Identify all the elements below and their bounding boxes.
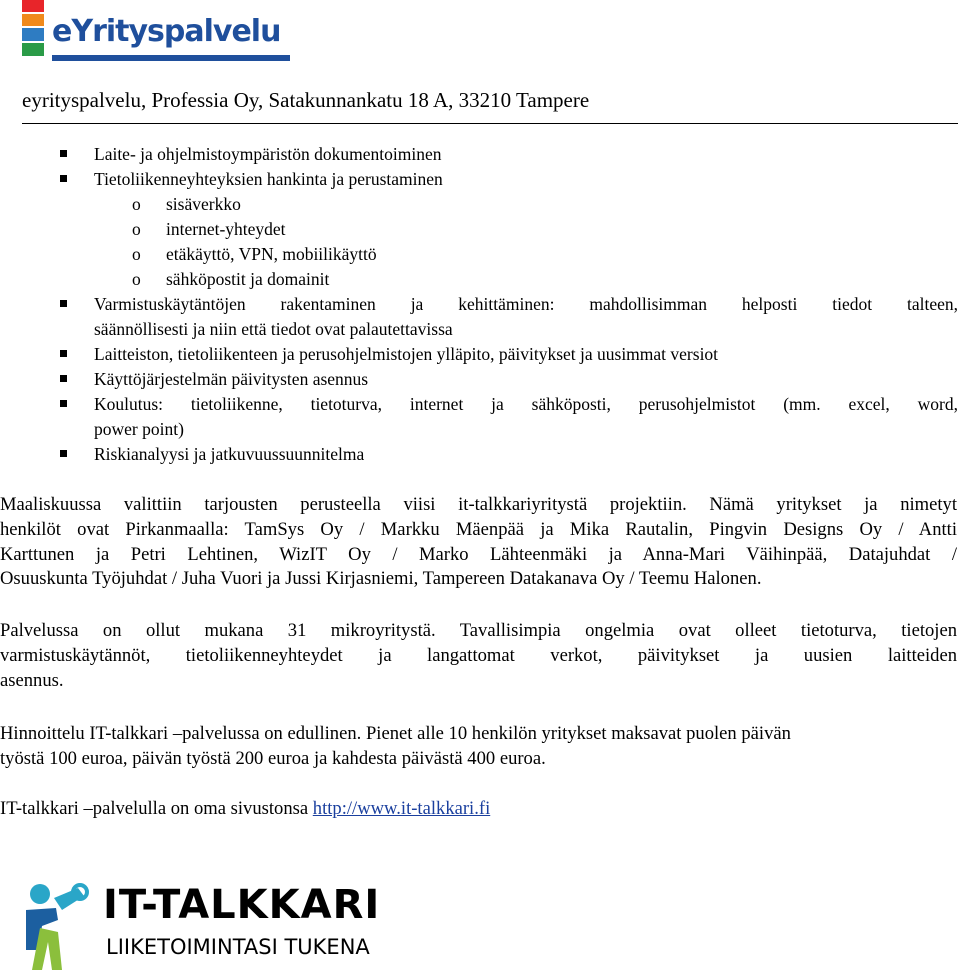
list-item-text: Käyttöjärjestelmän päivitysten asennus <box>94 369 369 389</box>
it-talkkari-slogan: LIIKETOIMINTASI TUKENA <box>106 935 370 959</box>
it-talkkari-logo <box>18 880 418 975</box>
list-item-text: Laitteiston, tietoliikenteen ja perusohjelmistojen ylläpito, päivitykset ja uusimmat versiot <box>94 344 719 364</box>
logo-bar-orange <box>22 14 44 26</box>
paragraph-line: Karttunen ja Petri Lehtinen, WizIT Oy / Marko Lähteenmäki ja Anna-Mari Väihinpää, Datajuhdat / <box>0 543 957 565</box>
list-item <box>94 367 958 392</box>
sub-list-item-text: etäkäyttö, VPN, mobiilikäyttö <box>166 244 377 264</box>
square-bullet-icon <box>60 175 67 182</box>
logo-bar-red <box>22 0 44 12</box>
company-address: eyrityspalvelu, Professia Oy, Satakunnankatu 18 A, 33210 Tampere <box>22 88 590 112</box>
sub-list-item <box>132 267 330 292</box>
paragraph-problems <box>0 619 957 693</box>
list-item <box>94 167 958 192</box>
paragraph-line: työstä 100 euroa, päivän työstä 200 euroa ja kahdesta päivästä 400 euroa. <box>0 747 546 769</box>
square-bullet-icon <box>60 450 67 457</box>
paragraph-website <box>0 797 957 822</box>
list-item-text: Tietoliikenneyhteyksien hankinta ja perustaminen <box>94 169 443 189</box>
it-talkkari-title: IT-TALKKARI <box>103 882 381 928</box>
paragraph-line: Osuuskunta Työjuhdat / Juha Vuori ja Jussi Kirjasniemi, Tampereen Datakanava Oy / Teemu Halonen. <box>0 568 762 590</box>
sub-list-item-text: sähköpostit ja domainit <box>166 269 330 289</box>
sub-list-item <box>132 242 377 267</box>
paragraph-line: Hinnoittelu IT-talkkari –palvelussa on edullinen. Pienet alle 10 henkilön yritykset maksavat puolen päivän <box>0 723 791 744</box>
logo-underline <box>52 55 290 61</box>
circle-bullet-icon: o <box>132 194 141 214</box>
list-item-text: Koulutus: tietoliikenne, tietoturva, internet ja sähköposti, perusohjelmistot (mm. excel, word, <box>94 394 958 414</box>
list-item-text: Varmistuskäytäntöjen rakentaminen ja kehittäminen: mahdollisimman helposti tiedot talteen, <box>94 294 958 314</box>
paragraph-line <box>0 797 957 822</box>
paragraph-line: asennus. <box>0 669 64 691</box>
list-item-text-continued: säännöllisesti ja niin että tiedot ovat palautettavissa <box>94 318 453 339</box>
list-item-text-continued: power point) <box>94 418 184 439</box>
paragraph-pricing <box>0 722 957 772</box>
paragraph-line: henkilöt ovat Pirkanmaalla: TamSys Oy / Markku Mäenpää ja Mika Rautalin, Pingvin Designs Oy / Antti <box>0 518 957 540</box>
square-bullet-icon <box>60 400 67 407</box>
paragraph-line: varmistuskäytännöt, tietoliikenneyhteydet ja langattomat verkot, päivitykset ja uusien laitteiden <box>0 644 957 666</box>
figure-with-wrench-icon <box>18 880 98 975</box>
sub-list-item <box>132 192 241 217</box>
square-bullet-icon <box>60 300 67 307</box>
list-item <box>94 392 958 441</box>
paragraph-companies <box>0 493 957 592</box>
circle-bullet-icon: o <box>132 219 141 239</box>
list-item-text: Riskianalyysi ja jatkuvuussuunnitelma <box>94 444 365 464</box>
paragraph-line: Palvelussa on ollut mukana 31 mikroyritystä. Tavallisimpia ongelmia ovat olleet tietoturva, tietojen <box>0 620 957 641</box>
paragraph-line: Maaliskuussa valittiin tarjousten perusteella viisi it-talkkariyritystä projektiin. Nämä yritykset ja nimetyt <box>0 494 957 515</box>
logo-text: eYrityspalvelu <box>52 14 281 49</box>
list-item <box>94 142 958 167</box>
header-divider <box>22 123 958 124</box>
list-item-text: Laite- ja ohjelmistoympäristön dokumentoiminen <box>94 144 442 164</box>
list-item <box>94 342 958 367</box>
circle-bullet-icon: o <box>132 244 141 264</box>
square-bullet-icon <box>60 150 67 157</box>
square-bullet-icon <box>60 375 67 382</box>
website-link[interactable]: http://www.it-talkkari.fi <box>312 798 491 819</box>
website-text: IT-talkkari –palvelulla on oma sivustonsa <box>0 798 313 819</box>
list-item <box>94 442 958 467</box>
logo-bar-blue <box>22 28 44 41</box>
list-item <box>94 292 958 341</box>
eyrityspalvelu-logo <box>22 0 282 70</box>
logo-bar-green <box>22 43 44 56</box>
sub-list-item-text: sisäverkko <box>166 194 241 214</box>
sub-list-item <box>132 217 286 242</box>
circle-bullet-icon: o <box>132 269 141 289</box>
sub-list-item-text: internet-yhteydet <box>166 219 286 239</box>
square-bullet-icon <box>60 350 67 357</box>
